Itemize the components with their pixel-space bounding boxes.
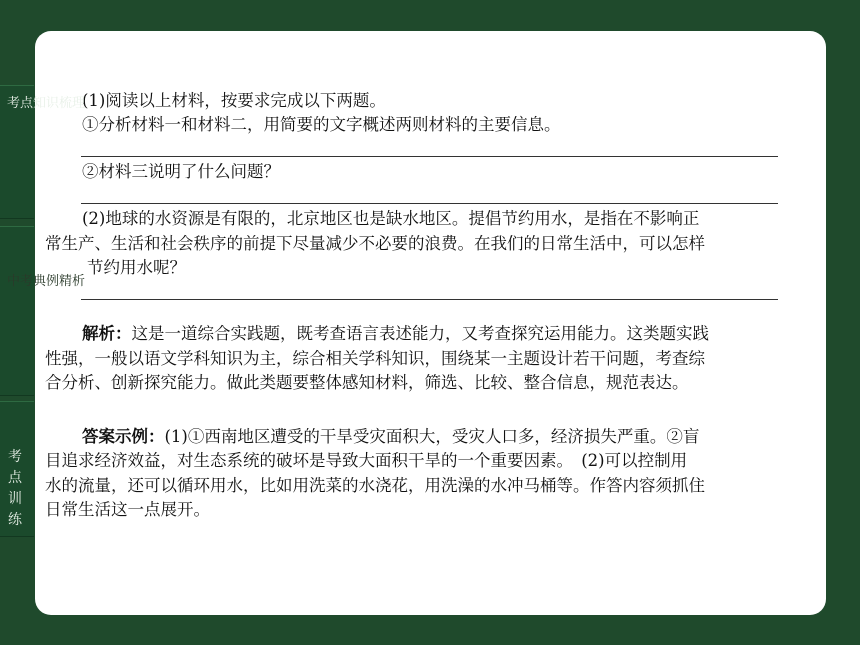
analysis-label: 解析： [82,324,132,343]
answer-line [81,299,778,300]
analysis-line-1 [82,322,709,346]
question-1a: ①分析材料一和材料二，用简要的文字概述两则材料的主要信息。 [82,115,561,134]
answer-label: 答案示例： [82,427,165,446]
answer-text-1: (1)①西南地区遭受的干旱受灾面积大，受灾人口多，经济损失严重。②盲 [164,427,700,446]
answer-line-4: 日常生活这一点展开。 [45,500,210,519]
question-2-line-3: 节约用水呢？ [87,258,186,277]
answer-line-1 [82,425,699,449]
question-1-intro: (1)阅读以上材料，按要求完成以下两题。 [82,91,386,110]
sidebar-tab-knowledge-label[interactable]: 考点知识梳理 [7,96,86,111]
sidebar-tab-training-label[interactable]: 考点训练 [8,449,22,528]
question-1b: ②材料三说明了什么问题？ [82,162,280,181]
analysis-line-2: 性强，一般以语文学科知识为主，综合相关学科知识，围绕某一主题设计若干问题，考查综 [45,349,705,368]
sidebar-tab-examples-label[interactable]: 中考典例精析 [7,274,86,289]
analysis-text-1: 这是一道综合实践题，既考查语言表述能力，又考查探究运用能力。这类题实践 [131,324,709,343]
analysis-line-3: 合分析、创新探究能力。做此类题要整体感知材料，筛选、比较、整合信息，规范表达。 [45,373,689,392]
sidebar-tab-examples[interactable] [0,226,34,396]
question-2-line-1: (2)地球的水资源是有限的，北京地区也是缺水地区。提倡节约用水，是指在不影响正 [82,209,700,228]
question-2-line-2: 常生产、生活和社会秩序的前提下尽量减少不必要的浪费。在我们的日常生活中，可以怎样 [45,234,705,253]
answer-line [81,203,778,204]
answer-line-2: 目追求经济效益，对生态系统的破坏是导致大面积干旱的一个重要因素。 (2)可以控制用 [45,451,688,470]
answer-line [81,156,778,157]
answer-line-3: 水的流量，还可以循环用水，比如用洗菜的水浇花，用洗澡的水冲马桶等。作答内容须抓住 [45,476,705,495]
